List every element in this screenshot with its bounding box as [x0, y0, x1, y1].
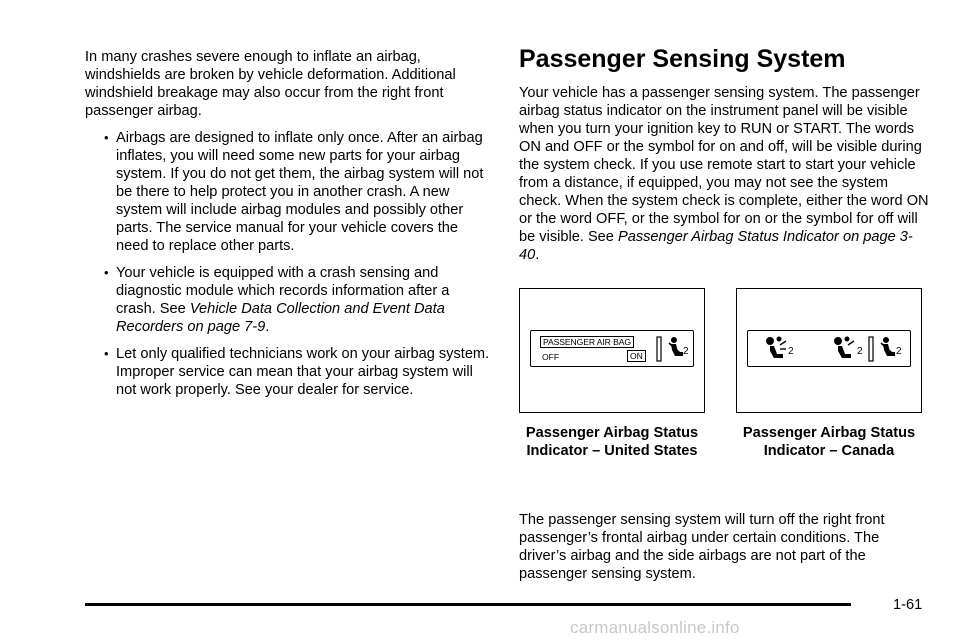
off-label: OFF	[542, 352, 560, 362]
seat-number: 2	[683, 346, 689, 357]
sensing-paragraph	[519, 84, 929, 264]
seated-passenger-icon	[666, 336, 684, 362]
cross-reference-link[interactable]: Vehicle Data Collection and Event Data Recorders on page 7-9	[116, 301, 445, 335]
airbag-on-symbol-icon	[832, 335, 856, 361]
figure-us-indicator	[519, 288, 705, 413]
paragraph-text: Your vehicle has a passenger sensing system. The passenger airbag status indicator on the instrument panel will be visible when you turn your ignition key to RUN or START. The words ON and OFF or the symbol for on and off, will be visible during the system check. If you use remote start to start your vehicle from a distance, if equipped, you may not see the system check. When the system check is complete, either the word ON or the word OFF, or the symbol for on or the symbol for off will be visible. See	[519, 85, 929, 245]
footer-rule	[85, 603, 851, 606]
bullet-text: Let only qualified technicians work on your airbag system. Improper service can mean that your airbag system will not work properly. See your dealer for service.	[116, 346, 490, 398]
seat-number: 2	[896, 346, 902, 357]
figure-caption-us: Passenger Airbag Status Indicator – United States	[525, 425, 699, 459]
bullet-list	[85, 129, 490, 399]
seat-number: 2	[788, 346, 794, 357]
figure-caption-canada: Passenger Airbag Status Indicator – Canada	[742, 425, 916, 459]
bullet-item	[85, 264, 490, 336]
passenger-airbag-label: PASSENGER AIR BAG	[540, 336, 634, 348]
bullet-item	[85, 345, 490, 399]
divider-bar-icon	[868, 336, 874, 362]
left-column	[85, 48, 490, 408]
indicator-panel	[747, 330, 911, 367]
intro-paragraph: In many crashes severe enough to inflate an airbag, windshields are broken by vehicle deformation. Additional windshield breakage may also occur from the right front passenger airbag.	[85, 49, 456, 119]
cross-reference-link[interactable]: Passenger Airbag Status Indicator on page 3-40	[519, 229, 913, 263]
seat-number: 2	[857, 346, 863, 357]
bullet-text: Your vehicle is equipped with a crash sensing and diagnostic module which records information after a crash. See	[116, 265, 450, 317]
right-column	[519, 44, 929, 264]
seated-passenger-icon	[878, 336, 896, 362]
indicator-panel	[530, 330, 694, 367]
divider-bar-icon	[656, 336, 662, 362]
page-number: 1-61	[893, 597, 923, 613]
figure-canada-indicator	[736, 288, 922, 413]
bullet-item	[85, 129, 490, 255]
watermark: carmanualsonline.info	[570, 618, 740, 637]
sensing-conditions-paragraph: The passenger sensing system will turn off the right front passenger’s frontal airbag under certain conditions. The driver’s airbag and the side airbags are not part of the passenger sensing system.	[519, 512, 885, 582]
on-label: ON	[627, 350, 646, 362]
section-heading: Passenger Sensing System	[519, 45, 846, 73]
bullet-text: Airbags are designed to inflate only once. After an airbag inflates, you will need some new parts for your airbag system. If you do not get them, the airbag system will not be there to help protect you in another crash. A new system will include airbag modules and possibly other parts. The service manual for your vehicle covers the need to replace other parts.	[116, 130, 484, 254]
airbag-off-symbol-icon	[764, 335, 788, 361]
bullet-end: .	[265, 319, 270, 335]
paragraph-end: .	[535, 247, 540, 263]
